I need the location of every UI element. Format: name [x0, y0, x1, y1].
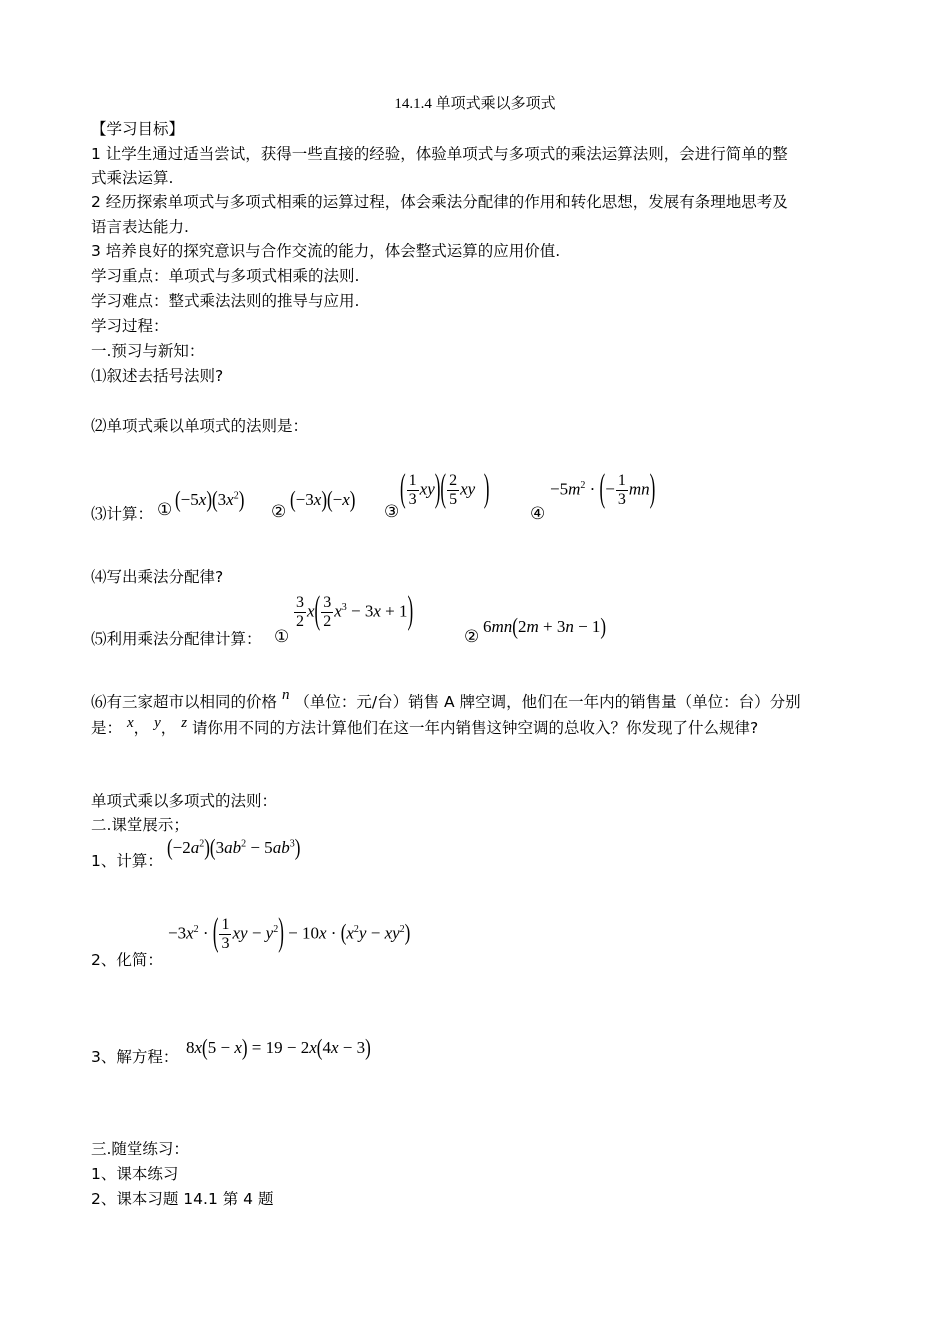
- practice-1: 1、课本练习: [91, 1165, 179, 1183]
- exercise-1-label: 1、计算：: [91, 852, 163, 870]
- q3-marker-3: ③: [384, 502, 400, 521]
- q5-marker-1: ①: [274, 627, 290, 646]
- question-3-label: ⑶计算：: [91, 505, 154, 523]
- goal-2-line-2: 语言表达能力.: [91, 218, 189, 236]
- difficulty: 学习难点：整式乘法法则的推导与应用.: [91, 292, 360, 310]
- goals-header: 【学习目标】: [91, 120, 185, 138]
- goal-2-line-1: 2 经历探索单项式与多项式相乘的运算过程，体会乘法分配律的作用和转化思想，发展有条理地思考及: [91, 193, 788, 211]
- question-6-line-1: [91, 687, 801, 715]
- process: 学习过程：: [91, 317, 169, 335]
- question-6-line-2: [91, 716, 758, 741]
- var-n: n: [281, 687, 290, 703]
- var-y: y: [154, 715, 161, 731]
- goal-3: 3 培养良好的探究意识与合作交流的能力，体会整式运算的应用价值.: [91, 242, 561, 260]
- q5-expression-2: 6mn(2m + 3n − 1): [483, 613, 607, 640]
- question-1: ⑴叙述去括号法则?: [91, 367, 224, 385]
- q3-expression-1: $(-5x)(3x^2)$: [175, 486, 245, 513]
- q6-text-c: 是：: [91, 719, 123, 737]
- q6-text-d: 请你用不同的方法计算他们在这一年内销售这钟空调的总收入？你发现了什么规律?: [191, 719, 759, 737]
- practice-2: 2、课本习题 14.1 第 4 题: [91, 1190, 274, 1208]
- q3-marker-4: ④: [530, 504, 546, 523]
- part-3-heading: 三.随堂练习：: [91, 1140, 189, 1158]
- q5-expression-1: $\frac{3}{2}$ x( $\frac{3}{2}$ $x^3 - 3x + 1$): [296, 588, 414, 633]
- comma-1: ，: [133, 719, 150, 737]
- var-z: z: [181, 715, 188, 731]
- q6-text-b: （单位：元/台）销售 A 牌空调，他们在一年内的销售量（单位：台）分别: [294, 693, 801, 711]
- comma-2: ，: [160, 719, 177, 737]
- q6-text-a: ⑹有三家超市以相同的价格: [91, 693, 278, 711]
- q3-expression-4: $-5m^2$ · (− $\frac{1}{3}$ mn): [550, 466, 656, 511]
- part-2-heading: 二.课堂展示；: [91, 816, 189, 834]
- rule-heading: 单项式乘以多项式的法则：: [91, 792, 278, 810]
- q3-expression-2: (−3x)(−x): [290, 486, 356, 513]
- page-title: 14.1.4 单项式乘以多项式: [394, 96, 556, 112]
- q3-expression-3: ( $\frac{1}{3}$ xy)( $\frac{2}{5}$ xy ): [400, 466, 490, 511]
- goal-1-line-2: 式乘法运算.: [91, 169, 174, 187]
- exercise-3-label: 3、解方程：: [91, 1048, 179, 1066]
- q5-marker-2: ②: [464, 627, 480, 646]
- question-2: ⑵单项式乘以单项式的法则是：: [91, 417, 309, 435]
- exercise-3-equation: 8x(5 − x) = 19 − 2x(4x − 3): [186, 1034, 371, 1061]
- q3-marker-2: ②: [271, 502, 287, 521]
- exercise-1-expression: $(-2a^2)(3ab^2 - 5ab^3)$: [167, 834, 301, 861]
- key-point: 学习重点：单项式与多项式相乘的法则.: [91, 267, 360, 285]
- goal-1-line-1: 1 让学生通过适当尝试，获得一些直接的经验，体验单项式与多项式的乘法运算法则，会进行简单的整: [91, 145, 788, 163]
- part-1-heading: 一.预习与新知：: [91, 342, 205, 360]
- exercise-2-label: 2、化简：: [91, 951, 163, 969]
- question-4: ⑷写出乘法分配律?: [91, 568, 224, 586]
- exercise-2-expression: $-3x^2$ · ( $\frac{1}{3}$ xy − $y^2) - 10x \cdot (x^2y - xy^2)$: [168, 910, 411, 955]
- q3-marker-1: ①: [157, 500, 173, 519]
- var-x: x: [126, 715, 134, 731]
- question-5-label: ⑸利用乘法分配律计算：: [91, 630, 262, 648]
